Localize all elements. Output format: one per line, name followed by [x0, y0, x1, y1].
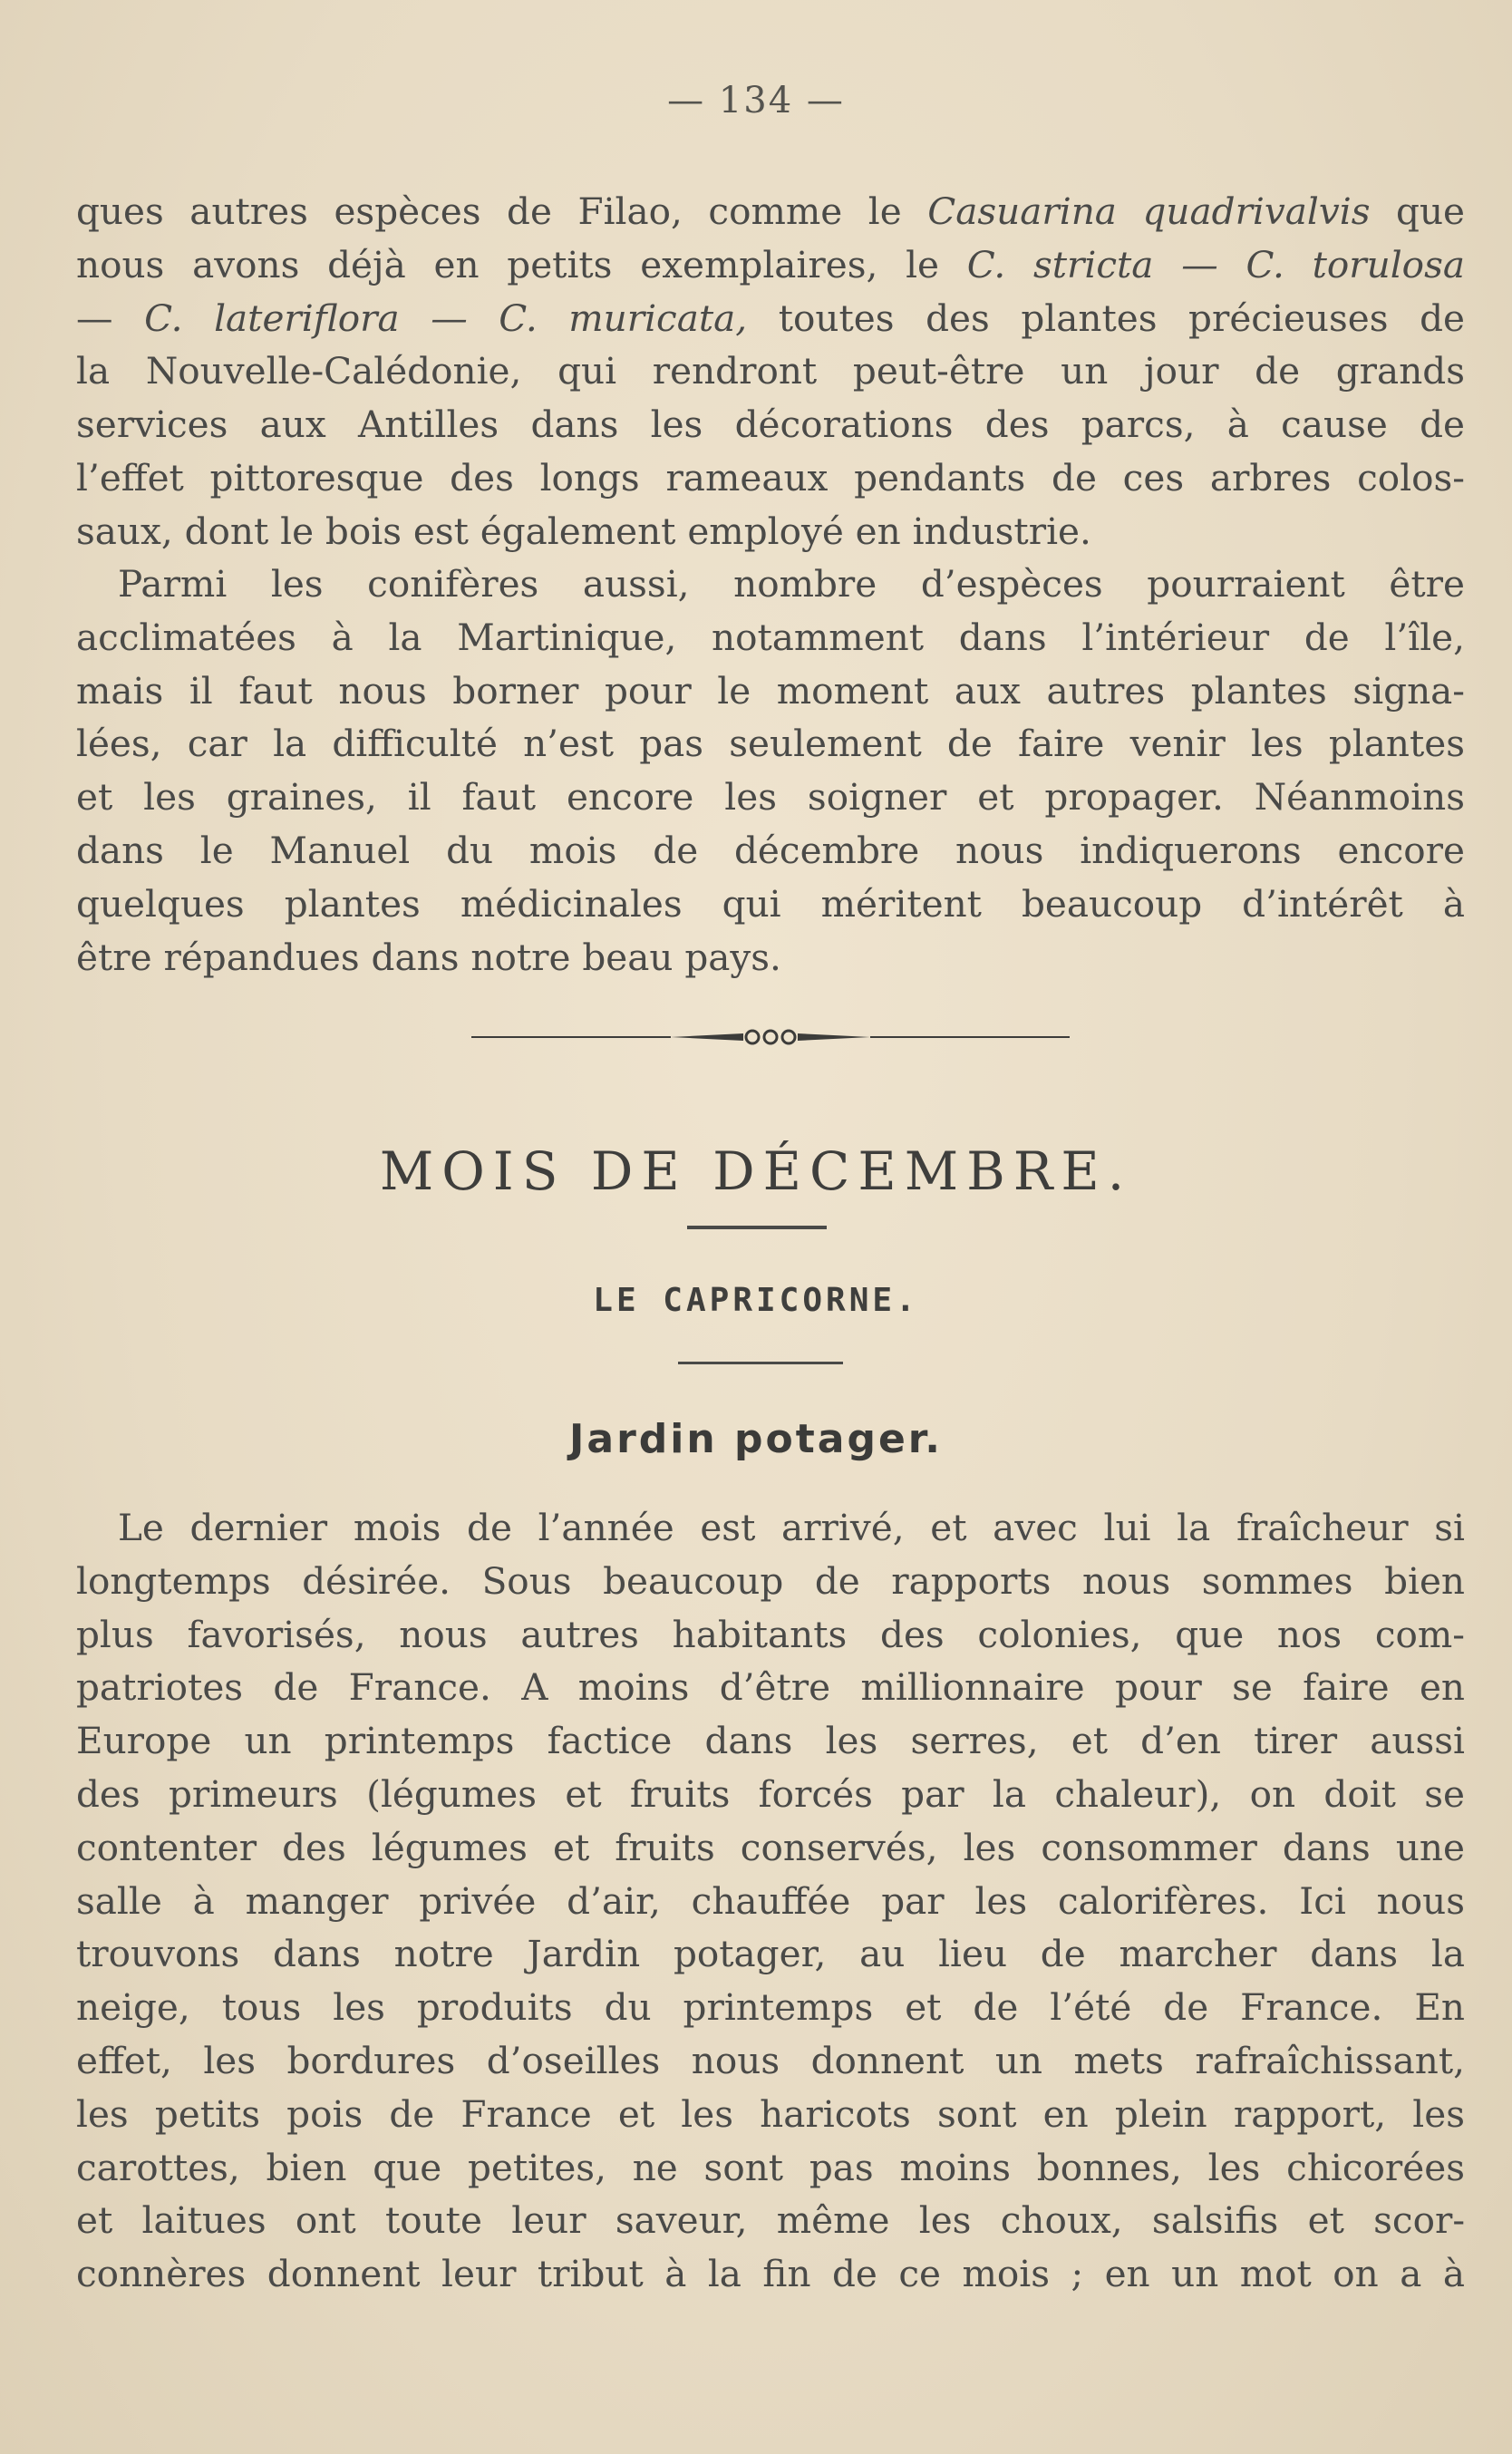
- text-line: connères donnent leur tribut à la fin de ce mois ; en un mot on a à: [76, 2252, 1465, 2296]
- text-line: mais il faut nous borner pour le moment aux autres plantes signa-: [76, 668, 1465, 713]
- text-line: les petits pois de France et les haricots sont en plein rapport, les: [76, 2091, 1465, 2136]
- text-line: neige, tous les produits du printemps et de l’été de France. En: [76, 1985, 1465, 2030]
- text-line: Parmi les conifères aussi, nombre d’espèces pourraient être: [118, 562, 1465, 606]
- sign-rule: [678, 1362, 843, 1364]
- title-rule: [687, 1226, 827, 1229]
- paragraph-jardin-potager: [76, 1501, 1465, 2301]
- paragraph-filao: [76, 185, 1465, 558]
- text-line: être répandues dans notre beau pays.: [76, 935, 781, 979]
- ornamental-divider: [471, 1028, 1070, 1046]
- text-line: l’effet pittoresque des longs rameaux pendants de ces arbres colos-: [76, 455, 1465, 500]
- text-line: des primeurs (légumes et fruits forcés par la chaleur), on doit se: [76, 1771, 1465, 1816]
- text-line: nous avons déjà en petits exemplaires, le C. stricta — C. torulosa: [76, 242, 1465, 286]
- text-line: Le dernier mois de l’année est arrivé, et avec lui la fraîcheur si: [118, 1506, 1465, 1549]
- text-line: contenter des légumes et fruits conservés, les consommer dans une: [76, 1825, 1465, 1869]
- text-line: la Nouvelle-Calédonie, qui rendront peut-être un jour de grands: [76, 349, 1465, 393]
- text-line: saux, dont le bois est également employé en industrie.: [76, 509, 1091, 553]
- text-line: dans le Manuel du mois de décembre nous indiquerons encore: [76, 828, 1465, 872]
- text-line: salle à manger privée d’air, chauffée par les calorifères. Ici nous: [76, 1878, 1465, 1923]
- text-line: services aux Antilles dans les décorations des parcs, à cause de: [76, 403, 1465, 447]
- zodiac-sign-title: LE CAPRICORNE.: [593, 1282, 919, 1319]
- text-line: longtemps désirée. Sous beaucoup de rapports nous sommes bien: [76, 1558, 1465, 1603]
- text-line: trouvons dans notre Jardin potager, au lieu de marcher dans la: [76, 1932, 1465, 1976]
- text-line: quelques plantes médicinales qui méritent beaucoup d’intérêt à: [76, 881, 1465, 926]
- text-line: carottes, bien que petites, ne sont pas moins bonnes, les chicorées: [76, 2145, 1465, 2189]
- text-line: Europe un printemps factice dans les serres, et d’en tirer aussi: [76, 1719, 1465, 1763]
- text-line: patriotes de France. A moins d’être millionnaire pour se faire en: [76, 1665, 1465, 1710]
- text-line: effet, les bordures d’oseilles nous donnent un mets rafraîchissant,: [76, 2038, 1465, 2082]
- paragraph-coniferes: [76, 558, 1465, 984]
- text-line: plus favorisés, nous autres habitants des colonies, que nos com-: [76, 1612, 1465, 1656]
- month-title: MOIS DE DÉCEMBRE.: [379, 1140, 1133, 1202]
- text-line: et les graines, il faut encore les soigner et propager. Néanmoins: [76, 775, 1465, 820]
- text-line: — C. lateriflora — C. muricata, toutes des plantes précieuses de: [76, 296, 1465, 340]
- section-title: Jardin potager.: [569, 1416, 943, 1462]
- text-line: lées, car la difficulté n’est pas seulement de faire venir les plantes: [76, 722, 1465, 766]
- text-line: et laitues ont toute leur saveur, même les choux, salsifis et scor-: [76, 2198, 1465, 2243]
- text-line: acclimatées à la Martinique, notamment dans l’intérieur de l’île,: [76, 615, 1465, 659]
- text-line: ques autres espèces de Filao, comme le Casuarina quadrivalvis que: [76, 189, 1465, 233]
- page-number: — 134 —: [667, 80, 845, 121]
